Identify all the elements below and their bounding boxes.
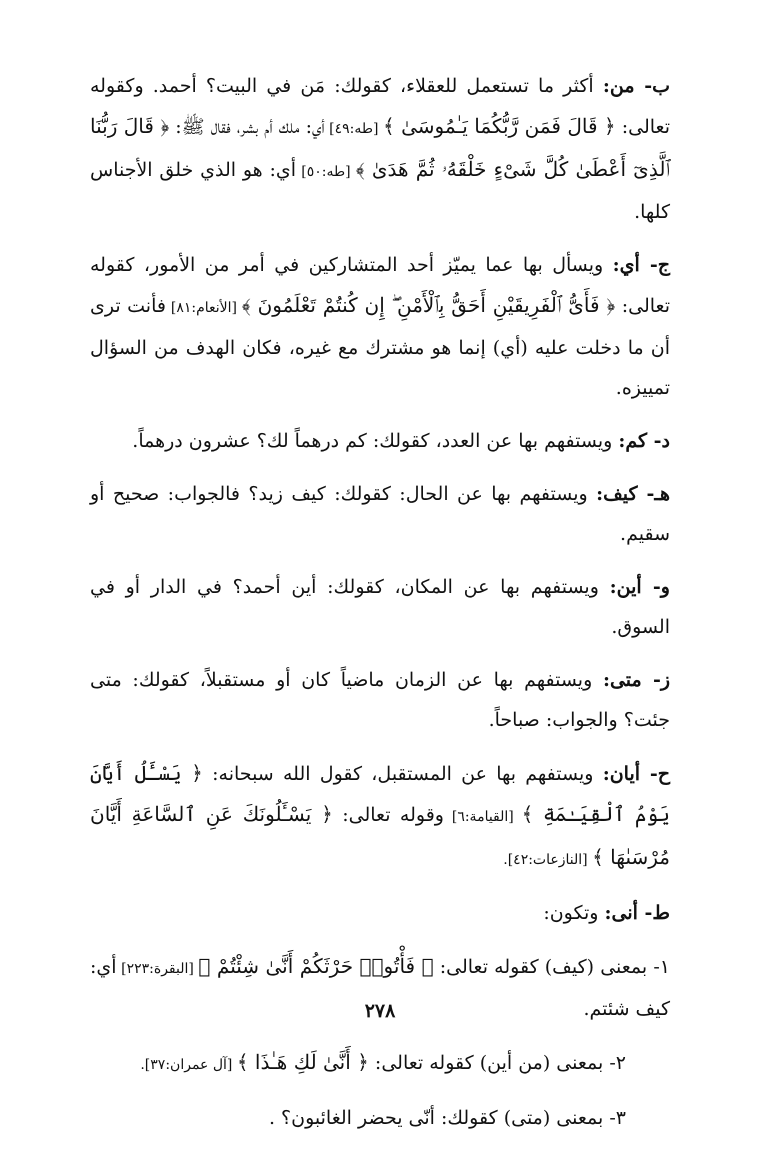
paragraph-anna (90, 893, 670, 933)
text-body (90, 66, 670, 1151)
quran-verse: ﴿ يَسْـَٔلُونَكَ عَنِ ٱلسَّاعَةِ أَيَّانَ مُرْسَىٰهَا ﴾ (90, 802, 670, 869)
body-text: أكثر ما تستعمل للعقلاء، كقولك: مَن في البيت؟ أحمد. وكقوله تعالى: (90, 75, 671, 138)
paragraph-kayfa (90, 474, 670, 554)
paragraph-man (90, 66, 670, 232)
paragraph-anna-2 (90, 1042, 670, 1085)
paragraph-ayy (90, 245, 670, 408)
paragraph-ayna (90, 567, 670, 647)
body-text: ١- بمعنى (كيف) كقوله تعالى: (433, 956, 670, 978)
paragraph-label: ب- من: (602, 75, 671, 97)
body-text: ٣- بمعنى (متى) كقولك: أنّى يحضر الغائبون؟ . (268, 1107, 626, 1129)
verse-reference: [القيامة:٦] (444, 809, 522, 825)
paragraph-mata (90, 660, 670, 740)
paragraph-label: هـ- كيف: (596, 483, 670, 505)
paragraph-kam (90, 421, 670, 461)
verse-reference: [طه:٤٩] (324, 121, 383, 137)
body-text: أي: هو الذي خلق الأجناس كلها. (90, 159, 670, 223)
paragraph-label: ط- أنى: (604, 902, 670, 924)
body-text: ويستفهم بها عن المستقبل، كقول الله سبحانه: (202, 763, 603, 785)
quran-verse: ﴿ فَأَىُّ ٱلْفَرِيقَيْنِ أَحَقُّ بِٱلْأَمْنِ ۖ إِن كُنتُمْ تَعْلَمُونَ ﴾ (241, 293, 616, 317)
body-text: ويستفهم بها عن الحال: كقولك: كيف زيد؟ فالجواب: صحيح أو سقيم. (90, 483, 670, 545)
verse-reference: [طه:٥٠] (296, 164, 356, 180)
body-text: ويستفهم بها عن المكان، كقولك: أين أحمد؟ في الدار أو في السوق. (90, 576, 670, 638)
verse-reference: [آل عمران:٣٧]. (140, 1057, 237, 1073)
body-text: ويستفهم بها عن الزمان ماضياً كان أو مستقبلاً، كقولك: متى جئت؟ والجواب: صباحاً. (90, 669, 670, 731)
page-number: ٢٧٨ (364, 1000, 396, 1022)
quran-verse: ﴿ يَسْـَٔلُ أَيَّانَ يَوْمُ ٱلْقِيَـٰمَةِ ﴾ (90, 761, 670, 826)
body-text: ويسأل بها عما يميّز أحد المتشاركين في أمر من الأمور، كقوله تعالى: (90, 254, 671, 317)
body-text: ويستفهم بها عن العدد، كقولك: كم درهماً لك؟ عشرون درهماً. (132, 430, 619, 452)
verse-reference: [البقرة:٢٢٣] (116, 961, 199, 977)
quran-verse: ﴿ فَأْتُوا۟ حَرْثَكُمْ أَنَّىٰ شِئْتُمْ ﴾ (198, 954, 434, 978)
body-text: أي: كيف شئتم. (90, 956, 670, 1020)
body-text: فأنت ترى أن ما دخلت عليه (أي) إنما هو مشترك مع غيره، فكان الهدف من السؤال تمييزه. (90, 295, 670, 399)
body-text: وقوله تعالى: (332, 804, 444, 826)
paragraph-label: و- أين: (609, 576, 670, 598)
paragraph-ayyana (90, 753, 670, 880)
quran-verse: ﴿ قَالَ فَمَن رَّبُّكُمَا يَـٰمُوسَىٰ ﴾ (383, 114, 616, 138)
paragraph-label: ز- متى: (602, 669, 671, 691)
paragraph-label: ح- أيان: (602, 763, 671, 785)
body-text: أي: ملك أم بشر، فقال ﷺ: (169, 116, 325, 138)
body-text: ٢- بمعنى (من أين) كقوله تعالى: (368, 1052, 626, 1074)
quran-verse: ﴿ أَنَّىٰ لَكِ هَـٰذَا ﴾ (236, 1050, 369, 1074)
verse-reference: [الأنعام:٨١] (165, 300, 242, 316)
paragraph-label: ج- أي: (612, 254, 670, 276)
quran-verse: ﴿ قَالَ رَبُّنَا ٱلَّذِىٓ أَعْطَىٰ كُلَّ شَىْءٍ خَلْقَهُۥ ثُمَّ هَدَىٰ ﴾ (90, 114, 670, 181)
paragraph-label: د- كم: (618, 430, 670, 452)
verse-reference: [النازعات:٤٢]. (503, 852, 593, 868)
body-text: وتكون: (543, 902, 605, 924)
paragraph-anna-3 (90, 1098, 670, 1138)
